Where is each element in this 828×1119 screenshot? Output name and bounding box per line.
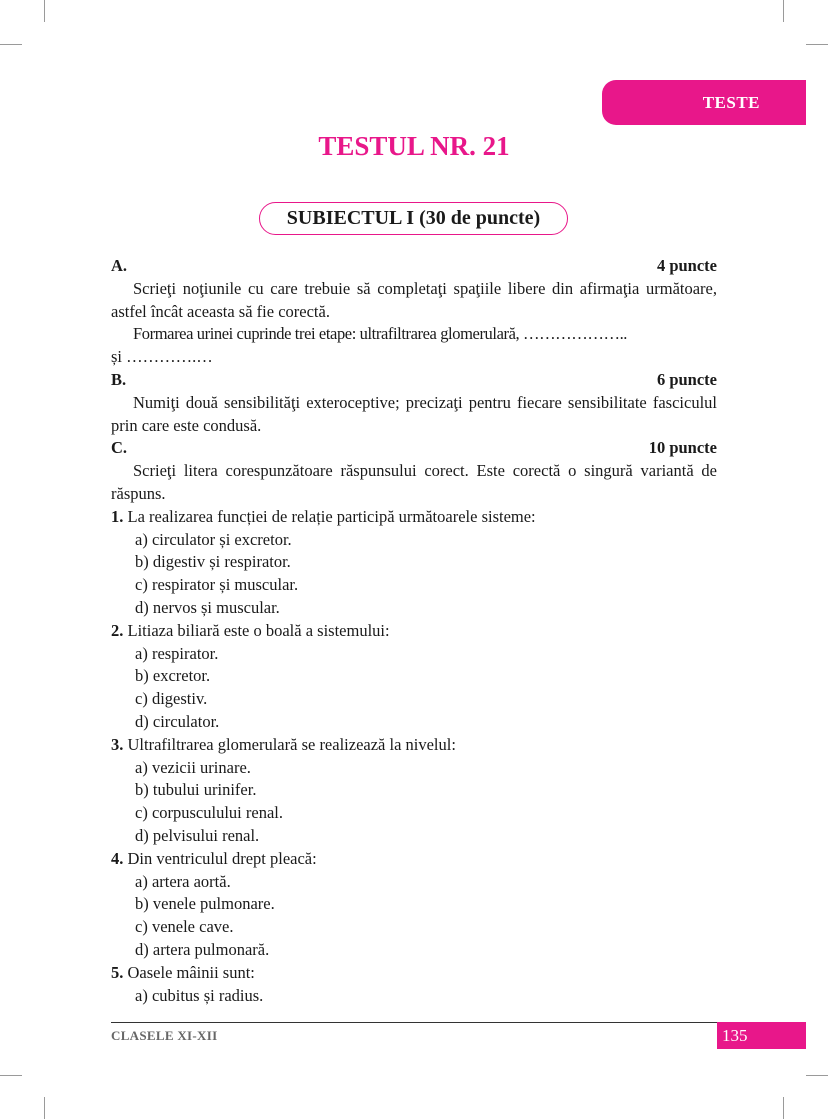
question-label: Oasele mâinii sunt: bbox=[127, 962, 255, 982]
answer-option: c) digestiv. bbox=[135, 689, 208, 709]
answer-option: c) corpusculului renal. bbox=[135, 803, 283, 823]
section-b-header bbox=[111, 369, 717, 392]
section-a-letter: A. bbox=[111, 256, 128, 275]
question-text bbox=[111, 962, 717, 985]
footer-label: CLASELE XI-XII bbox=[111, 1028, 218, 1043]
section-tab-label: TESTE bbox=[702, 92, 760, 112]
test-title: TESTUL NR. 21 bbox=[318, 131, 510, 161]
answer-option: a) cubitus și radius. bbox=[135, 985, 264, 1005]
subject-heading bbox=[259, 202, 568, 235]
answer-option: b) tubului urinifer. bbox=[135, 780, 257, 800]
question-label: Litiaza biliară este o boală a sistemului: bbox=[127, 620, 390, 640]
answer-option: b) digestiv și respirator. bbox=[135, 552, 291, 572]
page-number-value: 135 bbox=[722, 1025, 748, 1045]
answer-option: b) excretor. bbox=[135, 666, 211, 686]
section-b-instruction: Numiţi două sensibilităţi exteroceptive; precizaţi pentru fiecare sensibilitate fasciculul prin care este condusă. bbox=[111, 392, 717, 435]
crop-mark bbox=[44, 0, 45, 22]
question-5 bbox=[111, 962, 717, 1008]
answer-option: c) venele cave. bbox=[135, 917, 234, 937]
question-4 bbox=[111, 848, 717, 962]
section-b-letter: B. bbox=[111, 369, 127, 389]
section-c-instruction: Scrieţi litera corespunzătoare răspunsului corect. Este corectă o singură variantă de răspuns. bbox=[111, 461, 717, 503]
question-number: 2. bbox=[111, 620, 124, 640]
question-label: Din ventriculul drept pleacă: bbox=[127, 848, 317, 868]
question-1 bbox=[111, 506, 717, 620]
question-number: 4. bbox=[111, 848, 124, 868]
section-a-statement-text: Formarea urinei cuprinde trei etape: ultrafiltrarea glomerulară, ……………….. bbox=[133, 324, 628, 344]
section-tab bbox=[602, 80, 806, 125]
section-a-statement bbox=[111, 323, 717, 346]
footer-divider bbox=[111, 1022, 717, 1023]
answer-option: d) circulator. bbox=[135, 711, 220, 731]
answer-option: c) respirator și muscular. bbox=[135, 575, 299, 595]
answer-option: b) venele pulmonare. bbox=[135, 894, 275, 914]
question-text bbox=[111, 848, 717, 871]
page-number bbox=[717, 1022, 806, 1049]
question-label: Ultrafiltrarea glomerulară se realizează la nivelul: bbox=[127, 734, 456, 754]
answer-option: a) circulator și excretor. bbox=[135, 529, 292, 549]
crop-mark bbox=[783, 1097, 784, 1119]
question-number: 1. bbox=[111, 506, 124, 526]
section-a-header bbox=[111, 255, 717, 278]
section-a-instruction: Scrieţi noţiunile cu care trebuie să completaţi spaţiile libere din afirmaţia următoare, astfel încât aceasta să fie corectă. bbox=[111, 278, 717, 321]
crop-mark bbox=[806, 44, 828, 45]
question-number: 3. bbox=[111, 734, 124, 754]
answer-option: a) respirator. bbox=[135, 643, 219, 663]
crop-mark bbox=[806, 1075, 828, 1076]
question-text bbox=[111, 620, 717, 643]
question-2 bbox=[111, 620, 717, 734]
section-a-points: 4 puncte bbox=[656, 256, 717, 275]
crop-mark bbox=[44, 1097, 45, 1119]
section-c-header bbox=[111, 437, 717, 460]
crop-mark bbox=[0, 44, 22, 45]
subject-heading-label: SUBIECTUL I (30 de puncte) bbox=[286, 207, 541, 229]
crop-mark bbox=[783, 0, 784, 22]
section-c-points: 10 puncte bbox=[648, 438, 717, 458]
answer-option: a) vezicii urinare. bbox=[135, 757, 251, 777]
question-label: La realizarea funcției de relație participă următoarele sisteme: bbox=[127, 506, 536, 526]
answer-option: d) pelvisului renal. bbox=[135, 825, 260, 845]
question-3 bbox=[111, 734, 717, 848]
section-b-points: 6 puncte bbox=[656, 369, 717, 389]
answer-option: d) artera pulmonară. bbox=[135, 939, 270, 959]
section-a-statement-cont: și ………….… bbox=[111, 347, 213, 367]
test-content bbox=[111, 255, 717, 1007]
question-number: 5. bbox=[111, 962, 124, 982]
section-c-letter: C. bbox=[111, 438, 128, 458]
answer-option: d) nervos și muscular. bbox=[135, 597, 280, 617]
question-text bbox=[111, 506, 717, 529]
answer-option: a) artera aortă. bbox=[135, 871, 231, 891]
question-text bbox=[111, 734, 717, 757]
crop-mark bbox=[0, 1075, 22, 1076]
